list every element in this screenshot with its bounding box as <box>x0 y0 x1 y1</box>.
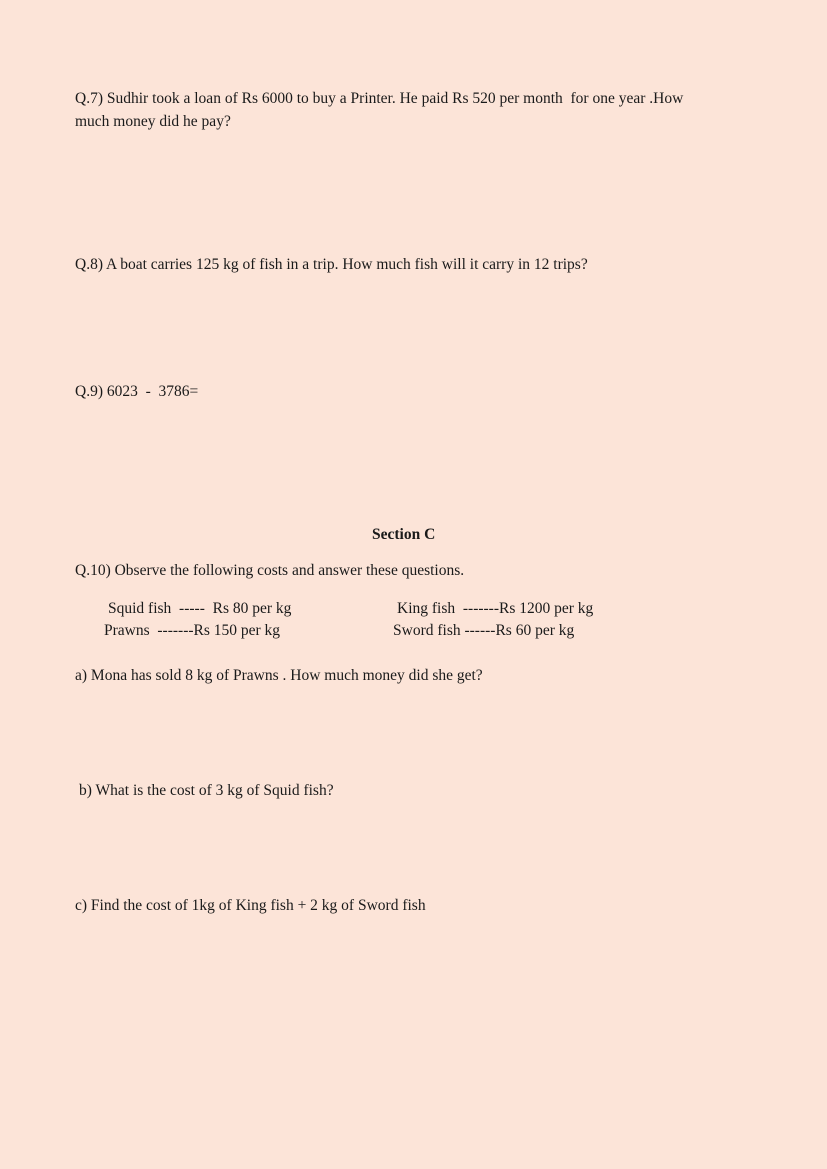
q7-line-2: much money did he pay? <box>75 113 231 130</box>
q10-part-c: c) Find the cost of 1kg of King fish + 2 kg of Sword fish <box>75 897 426 914</box>
q8-text: Q.8) A boat carries 125 kg of fish in a trip. How much fish will it carry in 12 trips? <box>75 256 588 273</box>
q7-line-1: Q.7) Sudhir took a loan of Rs 6000 to buy a Printer. He paid Rs 520 per month for one year .How <box>75 90 684 107</box>
section-c-heading: Section C <box>372 526 436 543</box>
cost-king-fish: King fish -------Rs 1200 per kg <box>397 600 594 617</box>
cost-sword-fish: Sword fish ------Rs 60 per kg <box>393 622 575 639</box>
q10-part-b: b) What is the cost of 3 kg of Squid fish? <box>79 782 334 799</box>
cost-prawns: Prawns -------Rs 150 per kg <box>104 622 281 639</box>
q9-text: Q.9) 6023 - 3786= <box>75 383 199 400</box>
q10-part-a: a) Mona has sold 8 kg of Prawns . How much money did she get? <box>75 667 483 684</box>
cost-squid-fish: Squid fish ----- Rs 80 per kg <box>108 600 292 617</box>
q10-intro: Q.10) Observe the following costs and answer these questions. <box>75 562 465 579</box>
